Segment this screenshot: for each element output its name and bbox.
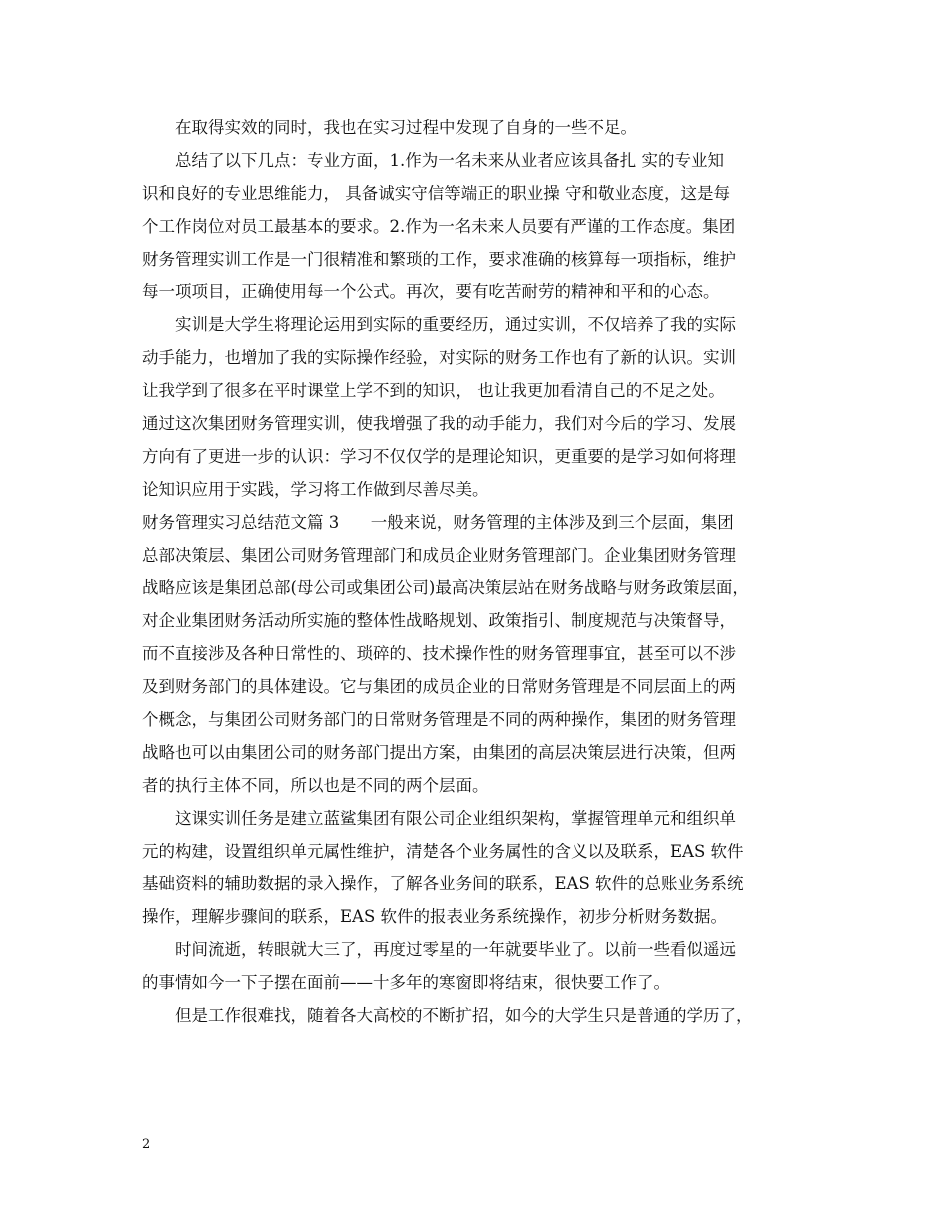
text-line: 时间流逝，转眼就大三了，再度过零星的一年就要毕业了。以前一些看似遥远 [175, 940, 736, 960]
page-number: 2 [142, 1137, 151, 1152]
section-heading-line: 财务管理实习总结范文篇 3 一般来说，财务管理的主体涉及到三个层面，集团 [142, 512, 734, 532]
body-text [142, 112, 822, 1033]
text-line: 方向有了更进一步的认识：学习不仅仅学的是理论知识，更重要的是学习如何将理 [142, 446, 736, 466]
text-line: 在取得实效的同时，我也在实习过程中发现了自身的一些不足。 [175, 118, 637, 137]
text-line: 个概念，与集团公司财务部门的日常财务管理是不同的两种操作，集团的财务管理 [142, 710, 736, 730]
text-line: 财务管理实训工作是一门很精准和繁琐的工作，要求准确的核算每一项指标，维护 [142, 249, 736, 269]
text-line: 但是工作很难找，随着各大高校的不断扩招，如今的大学生只是普通的学历了， [175, 1006, 753, 1026]
text-line: 识和良好的专业思维能力， 具备诚实守信等端正的职业操 守和敬业态度，这是每 [142, 183, 730, 203]
text-line: 战略也可以由集团公司的财务部门提出方案，由集团的高层决策层进行决策，但两 [142, 742, 736, 762]
text-line: 的事情如今一下子摆在面前——十多年的寒窗即将结束，很快要工作了。 [142, 973, 670, 993]
text-line: 总部决策层、集团公司财务管理部门和成员企业财务管理部门。企业集团财务管理 [142, 545, 736, 565]
text-line: 对企业集团财务活动所实施的整体性战略规划、政策指引、制度规范与决策督导， [142, 611, 736, 631]
text-line: 这课实训任务是建立蓝鲨集团有限公司企业组织架构，掌握管理单元和组织单 [175, 808, 736, 828]
text-line: 元的构建，设置组织单元属性维护，清楚各个业务属性的含义以及联系，EAS 软件 [142, 841, 744, 861]
text-line: 实训是大学生将理论运用到实际的重要经历，通过实训，不仅培养了我的实际 [175, 315, 736, 335]
text-line: 及到财务部门的具体建设。它与集团的成员企业的日常财务管理是不同层面上的两 [142, 677, 736, 697]
text-line: 而不直接涉及各种日常性的、琐碎的、技术操作性的财务管理事宜，甚至可以不涉 [142, 644, 736, 664]
text-line: 操作，理解步骤间的联系，EAS 软件的报表业务系统操作，初步分析财务数据。 [142, 907, 728, 927]
text-line: 动手能力，也增加了我的实际操作经验，对实际的财务工作也有了新的认识。实训 [142, 348, 736, 368]
text-line: 让我学到了很多在平时课堂上学不到的知识， 也让我更加看清自己的不足之处。 [142, 381, 725, 401]
text-line: 基础资料的辅助数据的录入操作，了解各业务间的联系，EAS 软件的总账业务系统 [142, 874, 744, 894]
text-line: 个工作岗位对员工最基本的要求。2.作为一名未来人员要有严谨的工作态度。集团 [142, 216, 736, 236]
text-line: 总结了以下几点：专业方面，1.作为一名未来从业者应该具备扎 实的专业知 [175, 150, 724, 170]
text-line: 者的执行主体不同，所以也是不同的两个层面。 [142, 775, 489, 795]
text-line: 论知识应用于实践，学习将工作做到尽善尽美。 [142, 479, 489, 499]
text-line: 战略应该是集团总部(母公司或集团公司)最高决策层站在财务战略与财务政策层面， [142, 578, 749, 598]
text-line: 每一项项目，正确使用每一个公式。再次，要有吃苦耐劳的精神和平和的心态。 [142, 282, 720, 302]
text-line: 通过这次集团财务管理实训，使我增强了我的动手能力，我们对今后的学习、发展 [142, 414, 736, 434]
